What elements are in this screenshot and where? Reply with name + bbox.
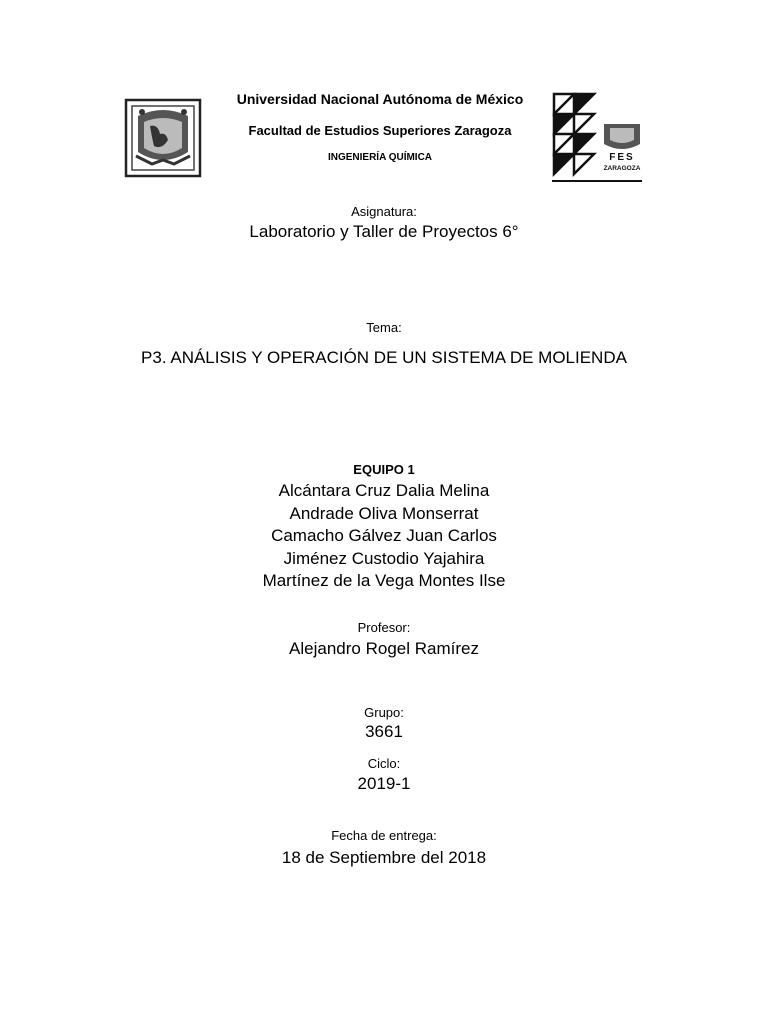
- team-member: Andrade Oliva Monserrat: [289, 504, 479, 523]
- zaragoza-logo-text: ZARAGOZA: [603, 165, 641, 172]
- topic-label: Tema:: [366, 320, 402, 335]
- team-member: Jiménez Custodio Yajahira: [283, 549, 485, 568]
- topic-value: P3. ANÁLISIS Y OPERACIÓN DE UN SISTEMA DE MOLIENDA: [141, 348, 627, 367]
- cycle-value: 2019-1: [357, 774, 411, 793]
- cycle-label: Ciclo:: [367, 756, 401, 771]
- subject-label: Asignatura:: [351, 204, 417, 219]
- team-member: Alcántara Cruz Dalia Melina: [278, 481, 490, 500]
- team-member: Martínez de la Vega Montes Ilse: [262, 571, 506, 590]
- team-member: Camacho Gálvez Juan Carlos: [271, 526, 497, 545]
- university-name: Universidad Nacional Autónoma de México: [236, 91, 524, 107]
- team-label: EQUIPO 1: [353, 462, 415, 477]
- fes-logo-text: FES: [609, 152, 635, 163]
- group-label: Grupo:: [364, 705, 404, 720]
- faculty-name: Facultad de Estudios Superiores Zaragoza: [248, 123, 512, 138]
- delivery-label: Fecha de entrega:: [331, 828, 437, 843]
- group-value: 3661: [365, 722, 403, 741]
- unam-seal-logo: [122, 94, 204, 180]
- fes-zaragoza-logo: [550, 90, 644, 184]
- professor-value: Alejandro Rogel Ramírez: [289, 639, 479, 658]
- professor-label: Profesor:: [357, 620, 411, 635]
- subject-value: Laboratorio y Taller de Proyectos 6°: [249, 222, 519, 241]
- delivery-value: 18 de Septiembre del 2018: [281, 848, 487, 867]
- career-name: INGENIERÍA QUÍMICA: [327, 152, 433, 163]
